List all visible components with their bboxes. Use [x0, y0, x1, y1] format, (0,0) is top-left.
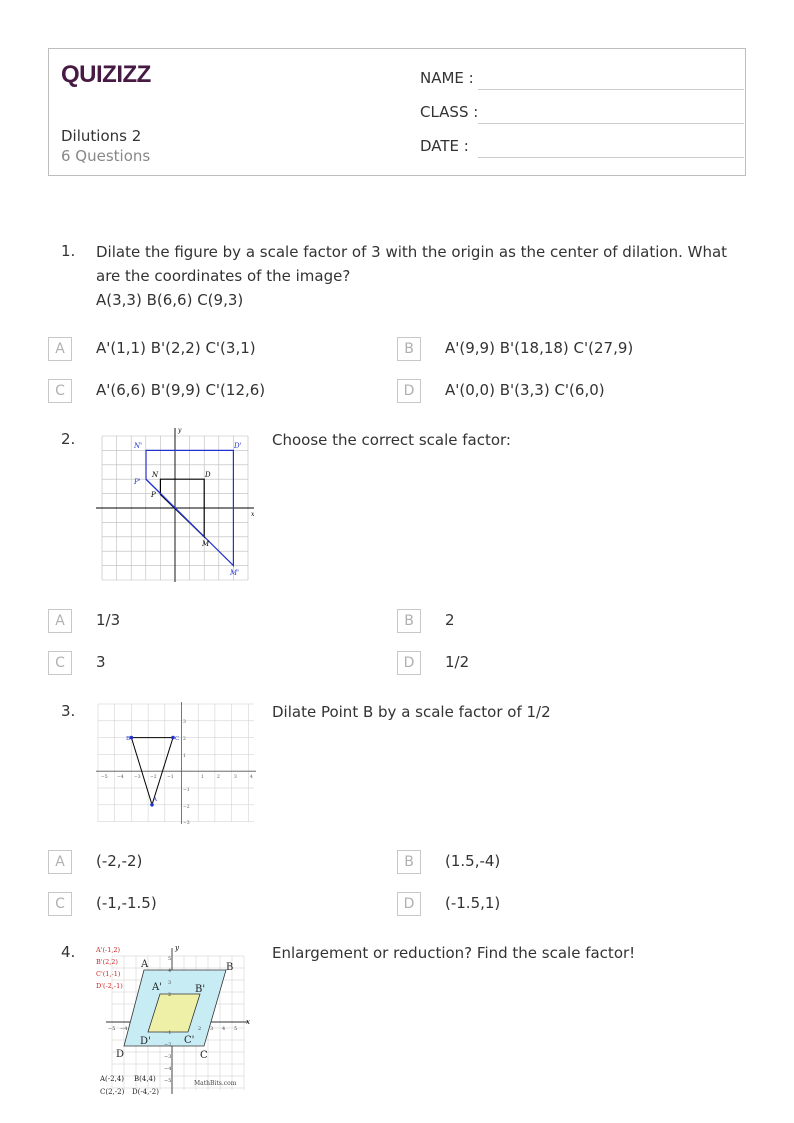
q3-option-b[interactable]: [397, 850, 697, 874]
label-c: C: [175, 736, 180, 742]
svg-text:1: 1: [183, 754, 186, 759]
label-d-prime: D': [234, 442, 242, 450]
q4-coord-c-prime: C'(1,-1): [96, 970, 121, 978]
option-letter: D: [397, 892, 421, 916]
option-text: A'(6,6) B'(9,9) C'(12,6): [96, 381, 266, 399]
svg-text:A(-2,4): A(-2,4): [100, 1075, 125, 1083]
svg-text:−2: −2: [164, 1042, 172, 1048]
label-d: D: [205, 471, 211, 479]
svg-text:3: 3: [168, 980, 172, 986]
option-text: 2: [445, 611, 455, 629]
question-4-number: 4.: [61, 943, 76, 961]
name-label: NAME :: [420, 69, 474, 87]
question-1-text: [96, 240, 746, 312]
option-letter: C: [48, 379, 72, 403]
q4-y-label: y: [175, 944, 179, 952]
svg-text:D': D': [140, 1036, 151, 1047]
option-text: (1.5,-4): [445, 852, 501, 870]
label-a: A: [153, 797, 157, 803]
svg-text:−3: −3: [164, 1054, 172, 1060]
svg-text:−3: −3: [134, 775, 141, 780]
q4-parallelogram-figure: [94, 942, 254, 1098]
q1-option-c[interactable]: [48, 379, 348, 403]
svg-text:3: 3: [183, 720, 186, 725]
label-p-prime: P': [134, 478, 141, 486]
q3-axes: [96, 702, 256, 824]
worksheet-title: Dilutions 2: [61, 127, 142, 145]
svg-text:2: 2: [217, 775, 220, 780]
option-letter: D: [397, 379, 421, 403]
question-2-number: 2.: [61, 430, 76, 448]
q4-original-coordinates: [99, 1075, 159, 1096]
question-1-given: A(3,3) B(6,6) C(9,3): [96, 291, 244, 309]
svg-text:−5: −5: [101, 775, 108, 780]
question-2-text: Choose the correct scale factor:: [272, 431, 511, 449]
label-m-prime: M': [230, 569, 240, 577]
class-field[interactable]: [420, 103, 740, 127]
q4-x-label: x: [246, 1018, 250, 1026]
option-letter: A: [48, 337, 72, 361]
svg-text:C: C: [200, 1050, 208, 1061]
q2-option-b[interactable]: [397, 609, 697, 633]
svg-text:−5: −5: [164, 1078, 172, 1084]
option-text: A'(0,0) B'(3,3) C'(6,0): [445, 381, 605, 399]
date-field[interactable]: [420, 137, 740, 161]
q3-option-d[interactable]: [397, 892, 697, 916]
question-1-prompt: Dilate the figure by a scale factor of 3 with the origin as the center of dilation. What are the coordinates of the image?: [96, 243, 728, 285]
svg-text:B: B: [226, 962, 234, 973]
svg-text:3: 3: [210, 1026, 214, 1032]
option-letter: D: [397, 651, 421, 675]
q4-coord-a-prime: A'(-1,2): [96, 946, 121, 954]
q2-option-a[interactable]: [48, 609, 348, 633]
svg-text:−1: −1: [183, 788, 190, 793]
q3-option-a[interactable]: [48, 850, 348, 874]
q4-coord-b-prime: B'(2,2): [96, 958, 118, 966]
option-text: A'(1,1) B'(2,2) C'(3,1): [96, 339, 256, 357]
option-letter: C: [48, 892, 72, 916]
question-4-text: Enlargement or reduction? Find the scale factor!: [272, 944, 636, 962]
svg-text:1: 1: [201, 775, 204, 780]
q1-option-b[interactable]: [397, 337, 737, 361]
option-letter: A: [48, 609, 72, 633]
q4-coord-d-prime: D'(-2,-1): [96, 982, 123, 990]
class-label: CLASS :: [420, 103, 479, 121]
svg-text:−3: −3: [183, 821, 190, 826]
svg-text:2: 2: [168, 992, 172, 998]
option-text: 1/3: [96, 611, 121, 629]
option-letter: B: [397, 850, 421, 874]
option-text: 1/2: [445, 653, 470, 671]
svg-text:A: A: [141, 959, 149, 970]
svg-text:−5: −5: [108, 1026, 116, 1032]
question-1-number: 1.: [61, 242, 76, 260]
svg-text:B': B': [195, 984, 206, 995]
q3-option-c[interactable]: [48, 892, 348, 916]
q2-axes: [96, 428, 254, 582]
q3-grid: [98, 704, 254, 822]
option-letter: A: [48, 850, 72, 874]
quizizz-logo: QUIZIZZ: [61, 61, 151, 88]
q3-triangle-figure: [94, 700, 258, 826]
label-m: M: [202, 540, 210, 548]
option-text: (-1.5,1): [445, 894, 501, 912]
label-n: N: [152, 471, 159, 479]
svg-text:2: 2: [198, 1026, 202, 1032]
option-letter: C: [48, 651, 72, 675]
svg-text:D(-4,-2): D(-4,-2): [132, 1088, 159, 1096]
svg-text:−4: −4: [164, 1066, 172, 1072]
question-3-number: 3.: [61, 702, 76, 720]
name-field[interactable]: [420, 69, 740, 93]
option-text: 3: [96, 653, 106, 671]
option-letter: B: [397, 337, 421, 361]
svg-text:5: 5: [234, 1026, 238, 1032]
svg-text:5: 5: [168, 956, 172, 962]
date-label: DATE :: [420, 137, 469, 155]
label-y-axis: y: [178, 427, 182, 434]
svg-text:4: 4: [168, 968, 172, 974]
label-n-prime: N': [134, 442, 143, 450]
label-x-axis: x: [251, 511, 255, 518]
label-b: B: [126, 736, 131, 742]
q2-dilation-figure: [94, 424, 260, 584]
q2-option-d[interactable]: [397, 651, 697, 675]
q1-option-a[interactable]: [48, 337, 348, 361]
label-p: P: [151, 491, 156, 499]
option-text: (-2,-2): [96, 852, 143, 870]
svg-text:C': C': [184, 1035, 195, 1046]
class-line[interactable]: [478, 123, 744, 124]
svg-text:−2: −2: [183, 805, 190, 810]
option-text: A'(9,9) B'(18,18) C'(27,9): [445, 339, 634, 357]
option-letter: B: [397, 609, 421, 633]
name-line[interactable]: [478, 89, 744, 90]
svg-text:−4: −4: [117, 775, 124, 780]
svg-text:4: 4: [222, 1026, 226, 1032]
option-text: (-1,-1.5): [96, 894, 157, 912]
svg-text:3: 3: [234, 775, 237, 780]
svg-text:4: 4: [250, 775, 253, 780]
q1-option-d[interactable]: [397, 379, 737, 403]
q2-option-c[interactable]: [48, 651, 348, 675]
svg-text:−1: −1: [167, 775, 174, 780]
svg-text:B(4,4): B(4,4): [134, 1075, 156, 1083]
question-count: 6 Questions: [61, 147, 151, 165]
svg-text:−4: −4: [120, 1026, 128, 1032]
svg-text:−2: −2: [150, 775, 157, 780]
svg-text:−1: −1: [164, 1030, 172, 1036]
date-line[interactable]: [478, 157, 744, 158]
question-3-text: Dilate Point B by a scale factor of 1/2: [272, 703, 551, 721]
q4-credit: MathBits.com: [194, 1080, 237, 1087]
svg-text:2: 2: [183, 737, 186, 742]
svg-text:A': A': [152, 982, 162, 993]
svg-text:D: D: [116, 1049, 125, 1060]
svg-text:C(2,-2): C(2,-2): [100, 1088, 125, 1096]
worksheet-header: [48, 48, 746, 176]
point-a: [150, 803, 154, 807]
point-b: [130, 736, 134, 740]
